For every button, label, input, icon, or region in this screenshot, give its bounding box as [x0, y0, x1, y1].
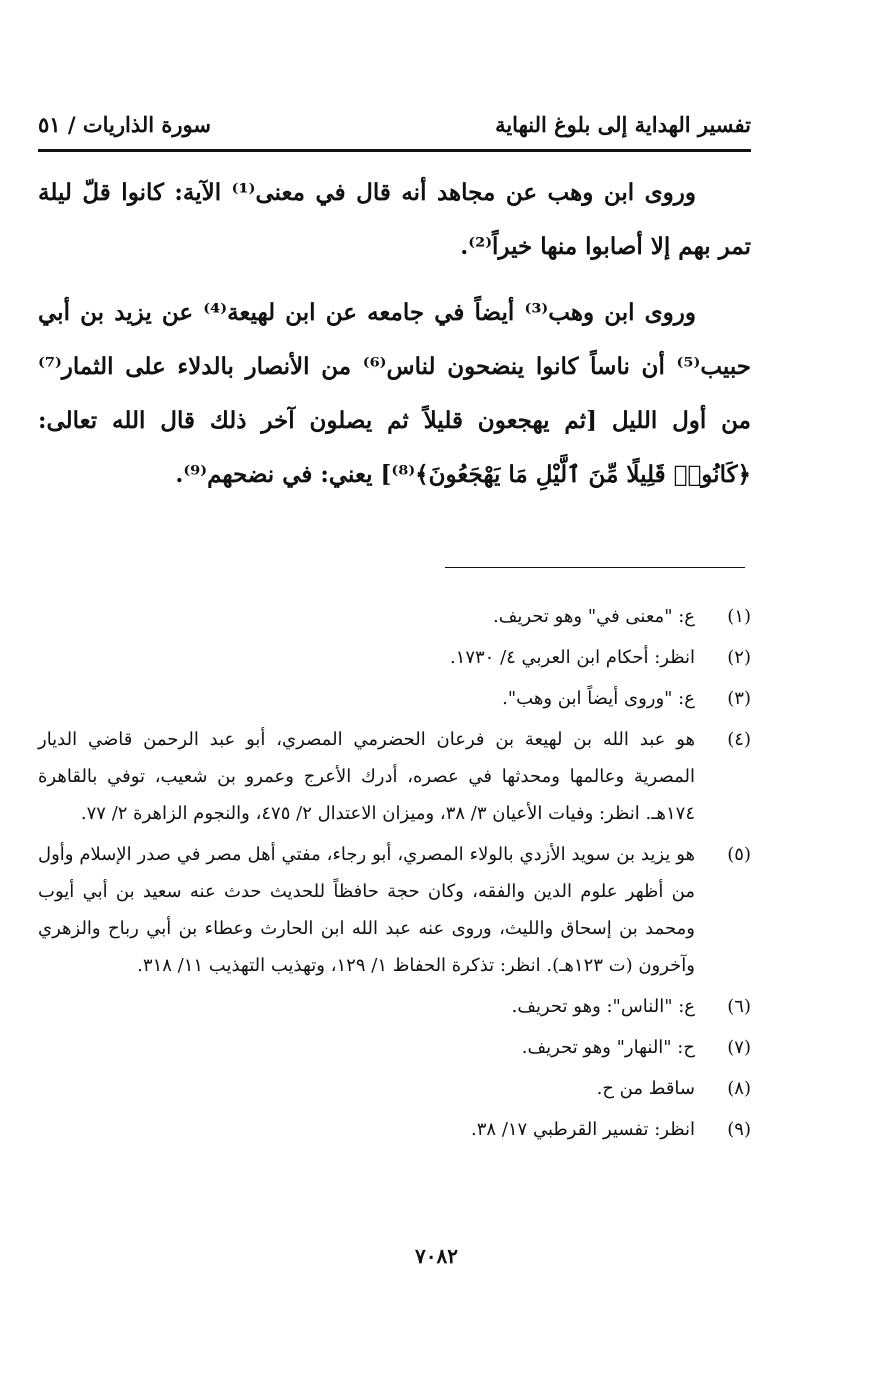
footnote-text: هو عبد الله بن لهيعة بن فرعان الحضرمي المصري، أبو عبد الرحمن قاضي الديار المصرية وعالمها ومحدثها في عصره، أدرك الأعرج وعمرو بن شعيب، توفي بالقاهرة ١٧٤هـ. انظر: وفيات الأعيان ٣/ ٣٨، وميزان الاعتدال ٢/ ٤٧٥، والنجوم الزاهرة ٢/ ٧٧. [38, 729, 695, 824]
footnote-text: انظر: تفسير القرطبي ١٧/ ٣٨. [471, 1119, 695, 1140]
footnote-item [38, 988, 751, 1025]
footnote-item [38, 598, 751, 635]
header-divider [38, 149, 751, 152]
footnote-item [38, 836, 751, 984]
quran-verse: ﴿كَانُوا۟ قَلِيلًا مِّنَ ٱلَّيْلِ مَا يَهْجَعُونَ﴾ [415, 461, 751, 488]
paragraph-2-part-b: ⁽⁸⁾] يعني: في نضحهم⁽⁹⁾. [175, 461, 416, 488]
page-number: ٧٠٨٢ [415, 1244, 458, 1268]
footnote-divider [445, 567, 745, 568]
footnote-item [38, 1111, 751, 1148]
footnote-text: ع: "معنى في" وهو تحريف. [492, 606, 695, 627]
footnote-item [38, 1029, 751, 1066]
footnote-text: ح: "النهار" وهو تحريف. [521, 1037, 695, 1058]
surah-label: سورة الذاريات / ٥١ [38, 111, 211, 137]
paragraph-2-part-a: وروى ابن وهب⁽³⁾ أيضاً في جامعه عن ابن لهيعة⁽⁴⁾ عن يزيد بن أبي حبيب⁽⁵⁾ أن ناساً كانوا ينضحون لناس⁽⁶⁾ من الأنصار بالدلاء على الثمار⁽⁷⁾ من أول الليل [ثم يهجعون قليلاً ثم يصلون آخر ذلك قال الله تعالى: [38, 299, 752, 434]
footnote-number: (٥) [727, 844, 751, 865]
main-text [38, 166, 751, 502]
footnote-text: ع: "وروى أيضاً ابن وهب". [502, 688, 695, 709]
footnote-text: هو يزيد بن سويد الأزدي بالولاء المصري، أبو رجاء، مفتي أهل مصر في صدر الإسلام وأول من أظهر علوم الدين والفقه، وكان حجة حافظاً للحديث حدث عنه سعيد بن أبي أيوب ومحمد بن إسحاق والليث، وروى عنه عبد الله ابن الحارث وعطاء بن أبي رباح والزهري وآخرون (ت ١٢٣هـ). انظر: تذكرة الحفاظ ١/ ١٢٩، وتهذيب التهذيب ١١/ ٣١٨. [38, 844, 695, 976]
footnote-number: (٧) [727, 1037, 751, 1058]
paragraph-2 [38, 286, 751, 502]
footnote-text: ع: "الناس": وهو تحريف. [511, 996, 695, 1017]
footnote-number: (٤) [727, 729, 751, 750]
footnote-number: (١) [727, 606, 751, 627]
running-header [38, 104, 751, 144]
footnote-number: (٣) [727, 688, 751, 709]
footnote-item [38, 639, 751, 676]
footnote-item [38, 680, 751, 717]
footnotes [38, 598, 751, 1152]
paragraph-1: وروى ابن وهب عن مجاهد أنه قال في معنى⁽¹⁾ الآية: كانوا قلّ ليلة تمر بهم إلا أصابوا منها خيراً⁽²⁾. [38, 179, 751, 260]
footnote-text: ساقط من ح. [596, 1078, 695, 1099]
footnote-item [38, 1070, 751, 1107]
footnote-number: (٢) [727, 647, 751, 668]
footnote-item [38, 721, 751, 832]
footnote-text: انظر: أحكام ابن العربي ٤/ ١٧٣٠. [449, 647, 695, 668]
footnote-number: (٩) [727, 1119, 751, 1140]
footnote-number: (٦) [727, 996, 751, 1017]
footnote-number: (٨) [727, 1078, 751, 1099]
book-title: تفسير الهداية إلى بلوغ النهاية [495, 111, 751, 137]
